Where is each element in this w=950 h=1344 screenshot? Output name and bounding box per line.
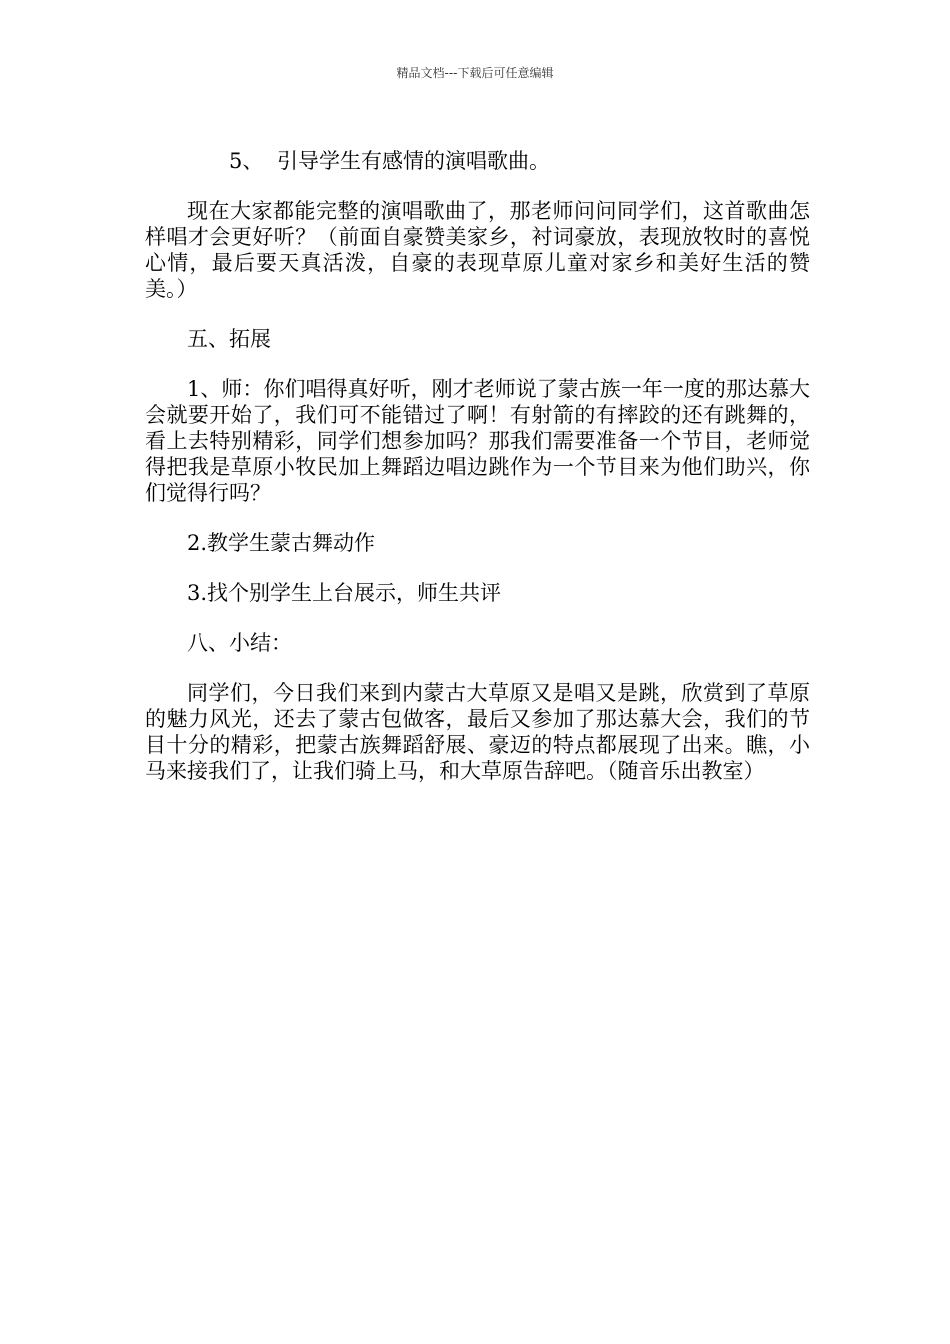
section-heading-summary: 八、小结： — [187, 631, 292, 655]
paragraph-student-show: 3.找个别学生上台展示，师生共评 — [187, 581, 502, 605]
document-body — [145, 148, 810, 808]
item-5-number: 5、 — [229, 149, 264, 173]
page-header: 精品文档---下载后可任意编辑 — [396, 66, 554, 80]
paragraph-teacher-naadam: 1、师：你们唱得真好听，刚才老师说了蒙古族一年一度的那达慕大会就要开始了，我们可不能错过了啊！有射箭的有摔跤的还有跳舞的，看上去特别精彩，同学们想参加吗？那我们需要准备一个节目，老师觉得把我是草原小牧民加上舞蹈边唱边跳作为一个节目来为他们助兴，你们觉得行吗？ — [145, 377, 810, 505]
item-5-text: 引导学生有感情的演唱歌曲。 — [277, 149, 550, 173]
paragraph-singing-guidance: 现在大家都能完整的演唱歌曲了，那老师问问同学们，这首歌曲怎样唱才会更好听？（前面自豪赞美家乡，衬词豪放，表现放牧时的喜悦心情，最后要天真活泼，自豪的表现草原儿童对家乡和美好生活的赞美。） — [145, 199, 810, 301]
paragraph-teach-dance: 2.教学生蒙古舞动作 — [187, 531, 376, 555]
paragraph-summary: 同学们，今日我们来到内蒙古大草原又是唱又是跳，欣赏到了草原的魅力风光，还去了蒙古包做客，最后又参加了那达慕大会，我们的节目十分的精彩，把蒙古族舞蹈舒展、豪迈的特点都展现了出来。瞧，小马来接我们了，让我们骑上马，和大草原告辞吧。（随音乐出教室） — [145, 681, 810, 783]
item-5 — [145, 148, 810, 174]
section-heading-extension: 五、拓展 — [187, 327, 271, 351]
